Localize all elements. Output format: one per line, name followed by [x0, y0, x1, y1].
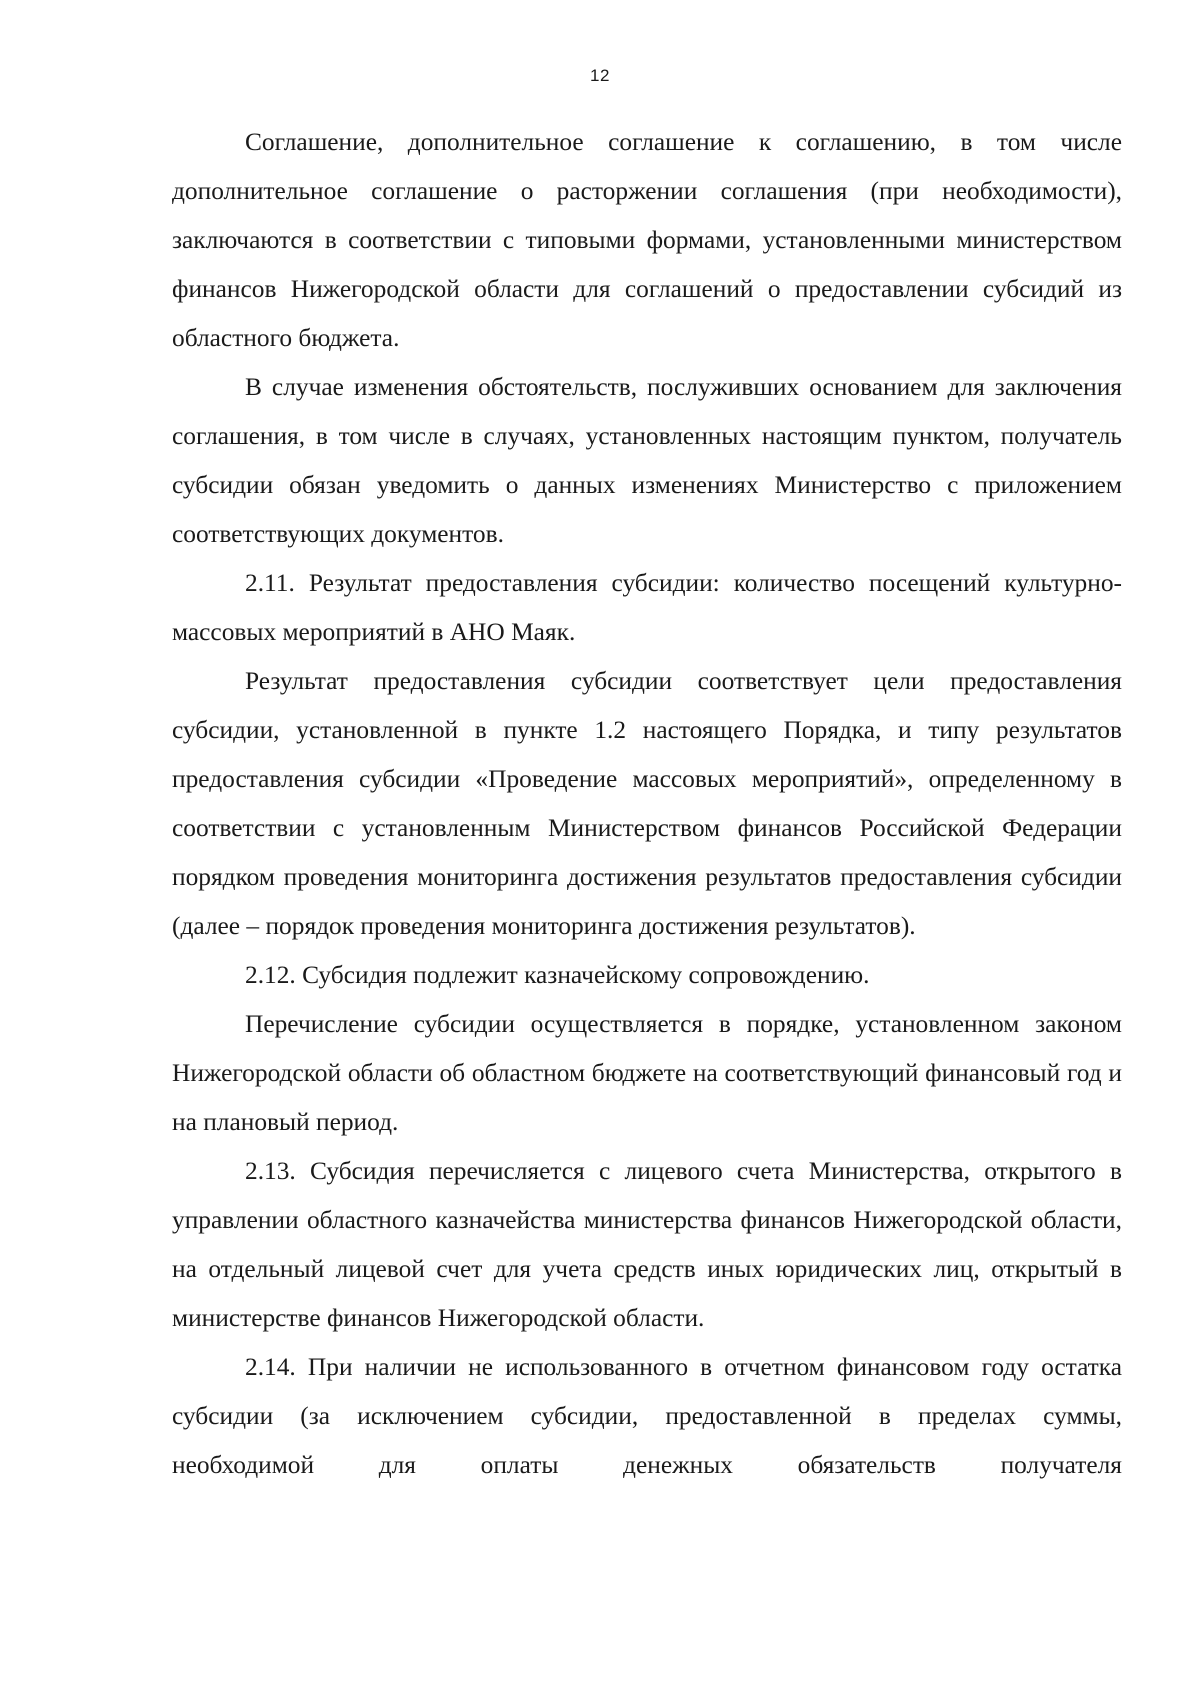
paragraph-agreement-forms: Соглашение, дополнительное соглашение к соглашению, в том числе дополнительное соглашение о расторжении соглашения (при необходимости), заключаются в соответствии с типовыми формами, установленными министерством финансов Нижегородской области для соглашений о предоставлении субсидий из областного бюджета.: [172, 128, 1122, 352]
paragraph-circumstances-change: В случае изменения обстоятельств, послуживших основанием для заключения соглашения, в том числе в случаях, установленных настоящим пунктом, получатель субсидии обязан уведомить о данных изменениях Министерство с приложением соответствующих документов.: [172, 373, 1122, 548]
paragraph-result-purpose: Результат предоставления субсидии соответствует цели предоставления субсидии, установленной в пункте 1.2 настоящего Порядка, и типу результатов предоставления субсидии «Проведение массовых мероприятий», определенному в соответствии с установленным Министерством финансов Российской Федерации порядком проведения мониторинга достижения результатов предоставления субсидии (далее – порядок проведения мониторинга достижения результатов).: [172, 667, 1122, 940]
page-number: 12: [590, 66, 610, 85]
document-body: [172, 118, 1122, 1490]
paragraph-2-11-result: 2.11. Результат предоставления субсидии: количество посещений культурно-массовых мероприятий в АНО Маяк.: [172, 569, 1122, 646]
paragraph-transfer-procedure: Перечисление субсидии осуществляется в порядке, установленном законом Нижегородской области об областном бюджете на соответствующий финансовый год и на плановый период.: [172, 1010, 1122, 1136]
paragraph-2-14-remainder: 2.14. При наличии не использованного в отчетном финансовом году остатка субсидии (за исключением субсидии, предоставленной в пределах суммы, необходимой для оплаты денежных обязательств получателя: [172, 1353, 1122, 1479]
paragraph-2-13-account: 2.13. Субсидия перечисляется с лицевого счета Министерства, открытого в управлении областного казначейства министерства финансов Нижегородской области, на отдельный лицевой счет для учета средств иных юридических лиц, открытый в министерстве финансов Нижегородской области.: [172, 1157, 1122, 1332]
paragraph-2-12-treasury: 2.12. Субсидия подлежит казначейскому сопровождению.: [245, 961, 870, 989]
